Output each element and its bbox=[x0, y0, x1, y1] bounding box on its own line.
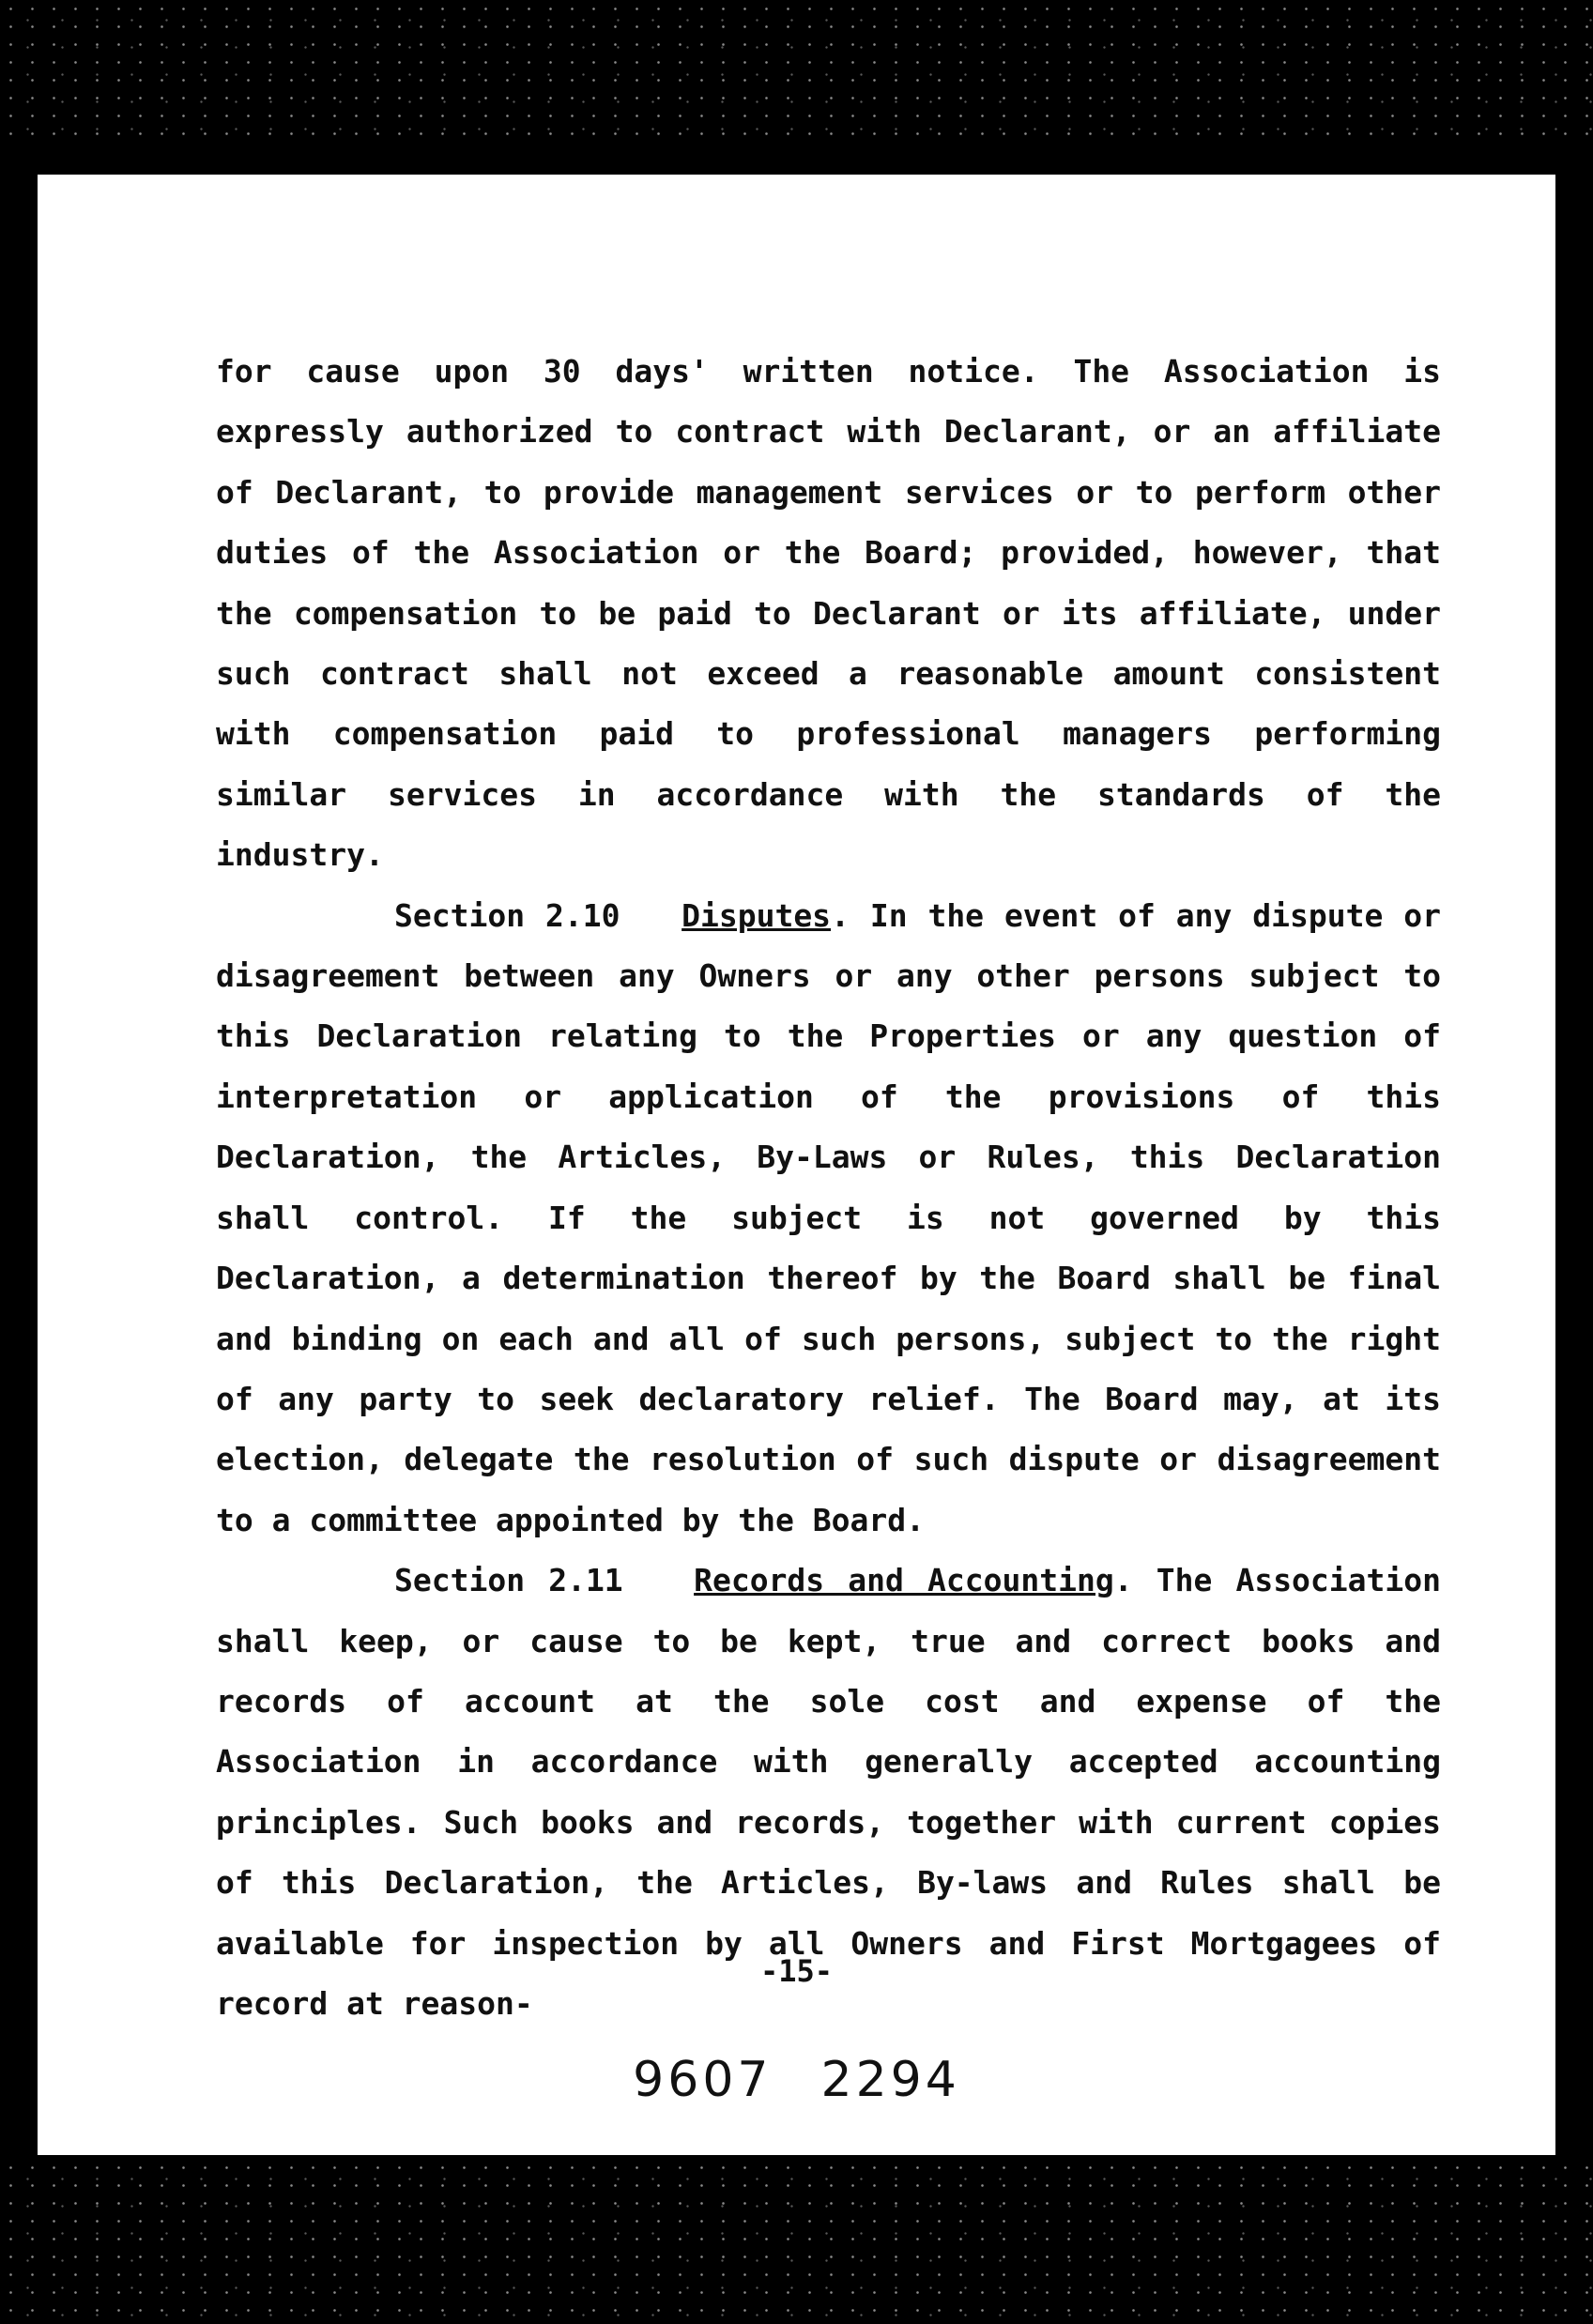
recording-stamp bbox=[38, 2052, 1555, 2108]
section-2-11-number: Section 2.11 bbox=[394, 1562, 623, 1599]
stamp-page: 2294 bbox=[820, 2052, 960, 2108]
section-2-10-heading: Disputes bbox=[682, 896, 832, 934]
section-2-10-body: . In the event of any dispute or disagreement between any Owners or any other persons subject to this Declaration relating to the Properties or any question of interpretation or application of the provisions of this Declaration, the Articles, By-Laws or Rules, this Declaration shall control. If the subject is not governed by this Declaration, a determination thereof by the Board shall be final and binding on each and all of such persons, subject to the right of any party to seek declaratory relief. The Board may, at its election, delegate the resolution of such dispute or disagreement to a committee appointed by the Board. bbox=[216, 896, 1441, 1538]
document-page bbox=[38, 175, 1555, 2155]
scan-noise-bottom bbox=[0, 2159, 1593, 2324]
page-number: -15- bbox=[759, 1953, 834, 1989]
stamp-book: 9607 bbox=[633, 2052, 773, 2108]
section-2-10-number: Section 2.10 bbox=[394, 896, 620, 934]
body-text bbox=[216, 342, 1441, 2034]
section-2-11-body: . The Association shall keep, or cause to be kept, true and correct books and records of account at the sole cost and expense of the Association in accordance with generally accepted accounting principles. Such books and records, together with current copies of this Declaration, the Articles, By-laws and Rules shall be available for inspection by all Owners and First Mortgagees of record at reason- bbox=[216, 1562, 1441, 2022]
section-2-10 bbox=[216, 886, 1441, 1551]
paragraph-continuation: for cause upon 30 days' written notice. The Association is expressly authorized to contract with Declarant, or an affiliate of Declarant, to provide management services or to perform other duties of the Association or the Board; provided, however, that the compensation to be paid to Declarant or its affiliate, under such contract shall not exceed a reasonable amount consistent with compensation paid to professional managers performing similar services in accordance with the standards of the industry. bbox=[216, 353, 1441, 874]
scan-noise-top bbox=[0, 0, 1593, 141]
section-2-11-heading: Records and Accounting bbox=[694, 1562, 1114, 1599]
